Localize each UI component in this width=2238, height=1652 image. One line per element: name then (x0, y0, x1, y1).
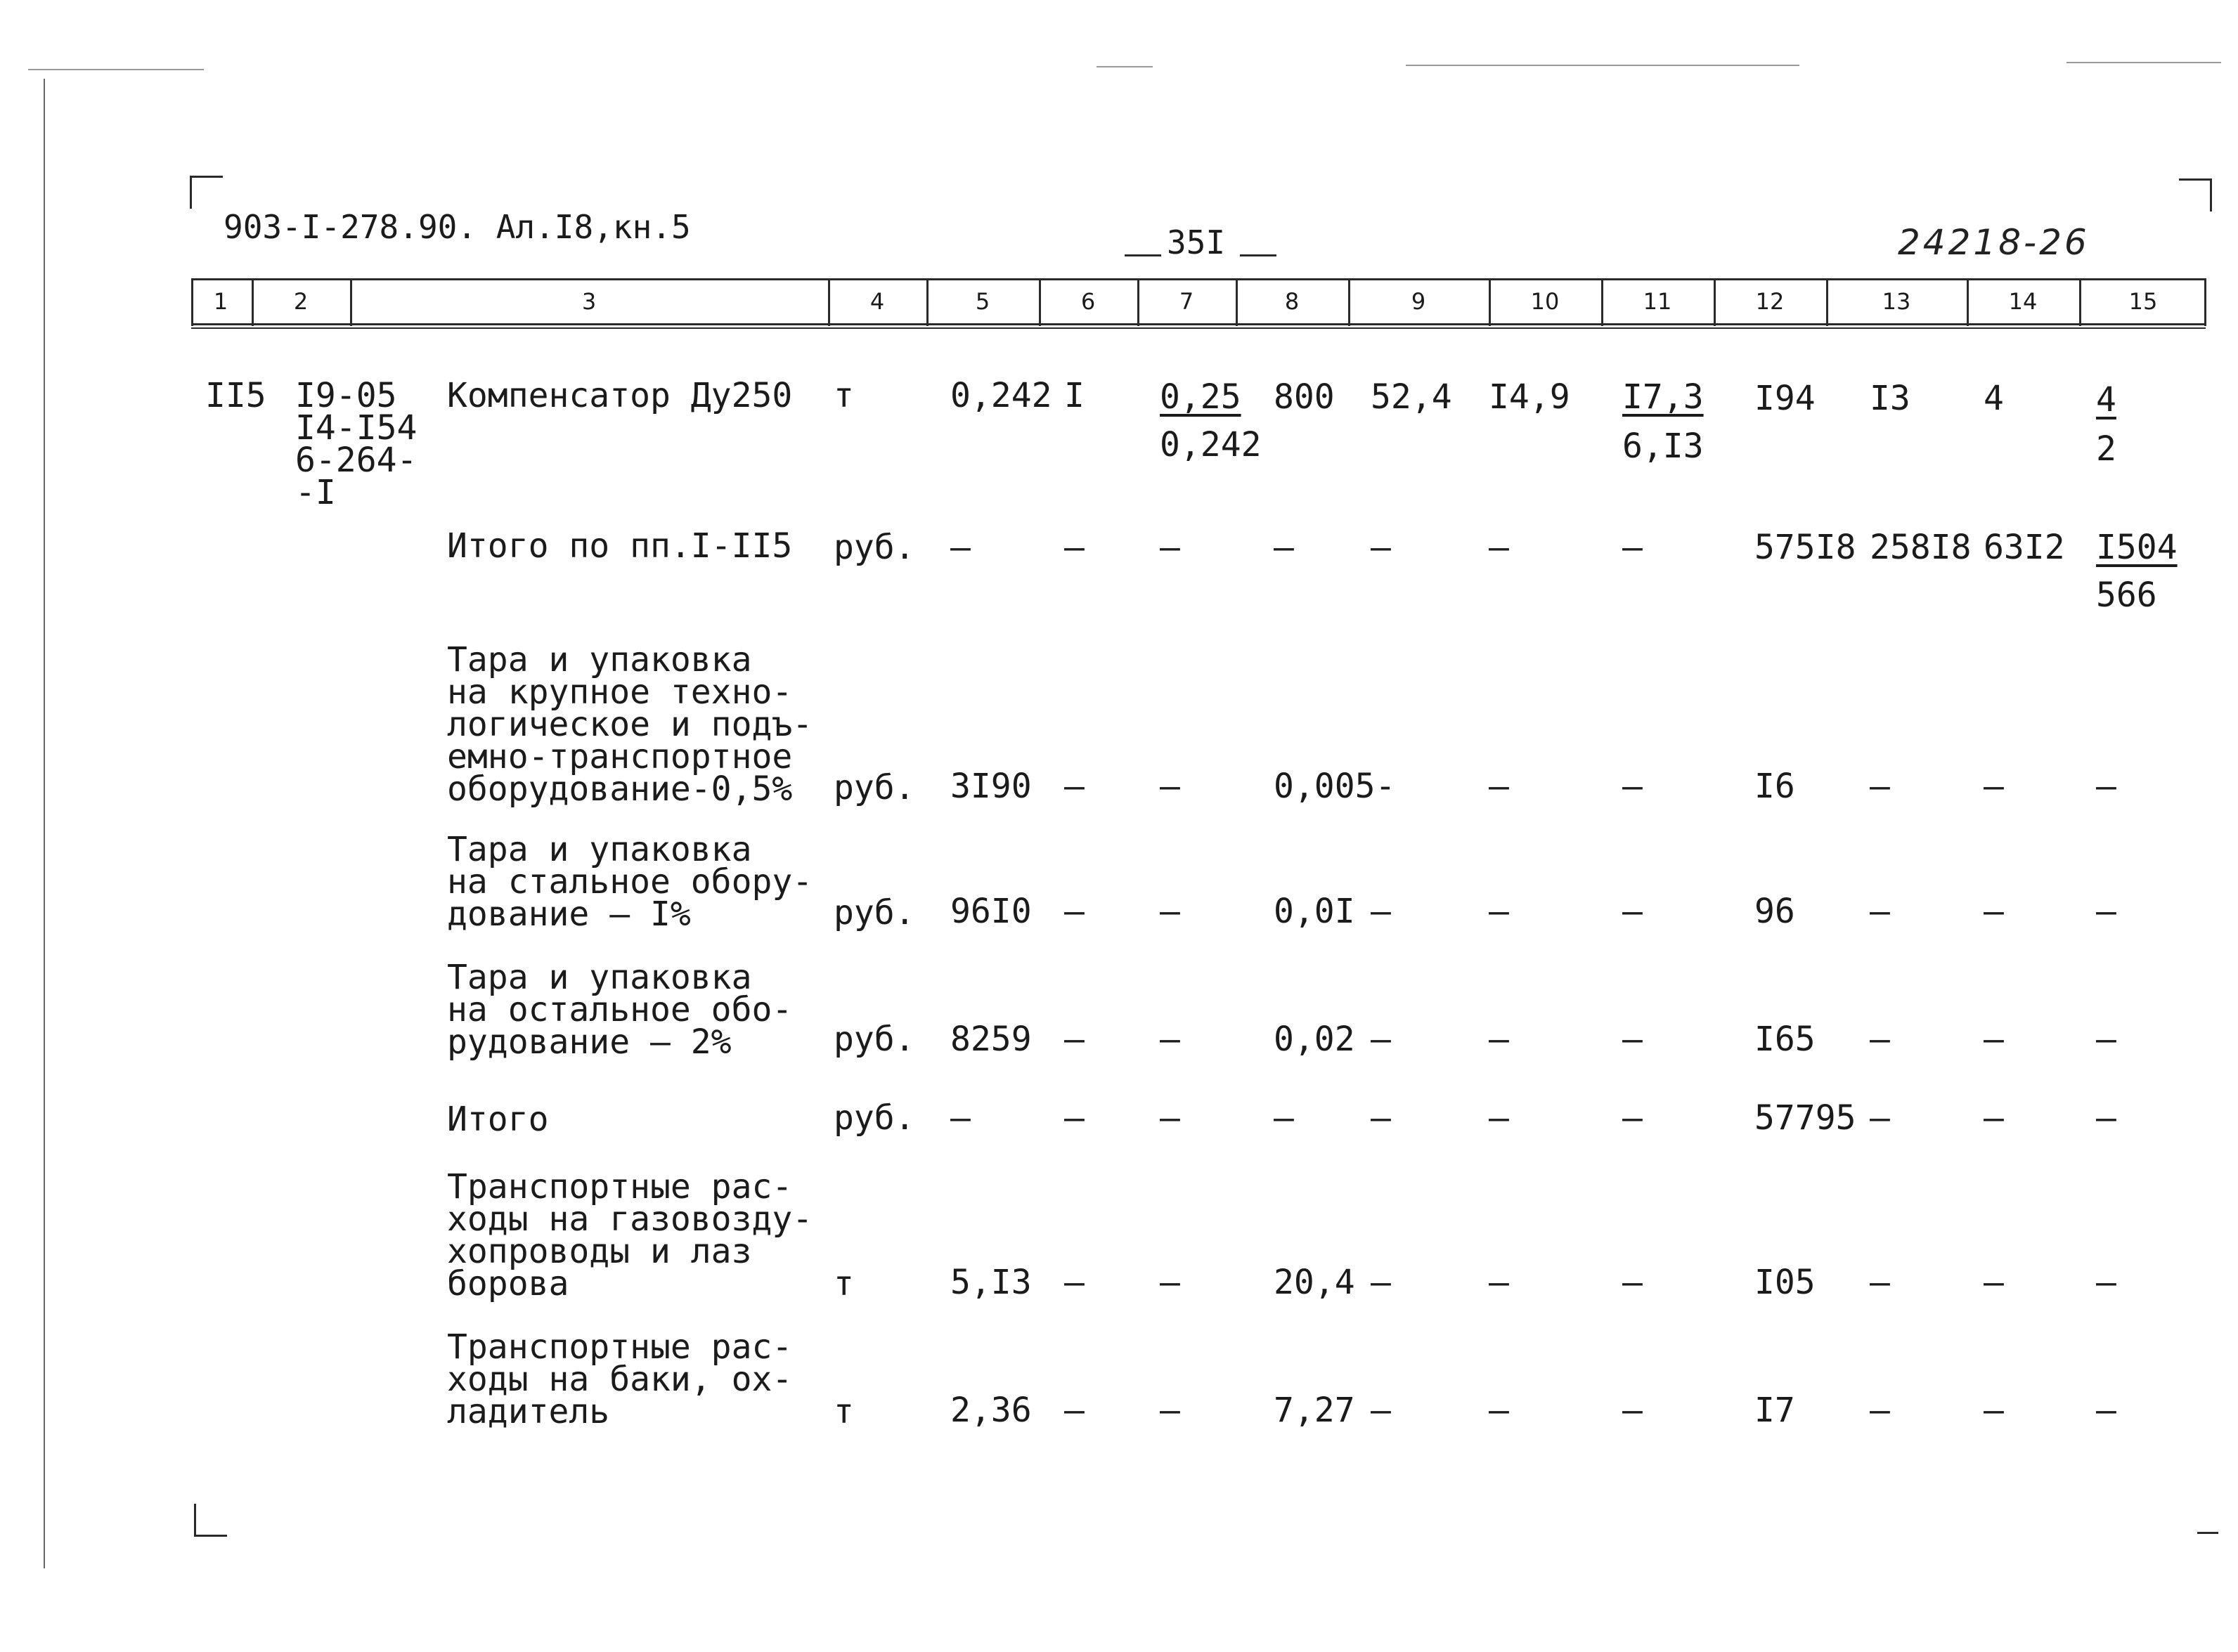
scan-mark (28, 69, 204, 70)
cell-col15-bottom: 2 (2096, 429, 2116, 469)
cell-col7: – (1160, 1263, 1180, 1302)
cell-col7: – (1160, 528, 1180, 567)
scan-mark (1406, 65, 1799, 66)
cell-col14: 63I2 (1984, 528, 2065, 567)
cell-unit: руб. (834, 893, 915, 932)
cell-col10: – (1489, 1391, 1509, 1430)
cell-col13: I3 (1870, 379, 1910, 418)
cell-col8: – (1274, 1098, 1294, 1138)
cell-col6: – (1064, 1263, 1085, 1302)
cell-unit: руб. (834, 528, 915, 567)
header-bottom-border (191, 323, 2206, 325)
cell-col15: – (2096, 1263, 2116, 1302)
cell-col11: – (1622, 1098, 1643, 1138)
cell-col13: – (1870, 1263, 1890, 1302)
cell-quantity: – (950, 1098, 971, 1138)
cell-col9: – (1371, 1263, 1391, 1302)
cell-col12: I65 (1754, 1020, 1816, 1059)
cell-col7: – (1160, 892, 1180, 931)
page-number-dash-left (1125, 254, 1161, 256)
cell-name: Транспортные рас- ходы на баки, ох- ладитель (447, 1327, 793, 1431)
cell-col10: – (1489, 1263, 1509, 1302)
cell-col15-top: I504 (2096, 528, 2178, 567)
cell-col15: – (2096, 1391, 2116, 1430)
cell-col13: – (1870, 1098, 1890, 1138)
cell-name: Тара и упаковка на крупное техно- логическое и подъ- емно-транспортное оборудование-0,5% (447, 640, 813, 809)
cell-col9: – (1371, 1098, 1391, 1138)
cell-col13: – (1870, 1391, 1890, 1430)
column-header-10: 10 (1530, 288, 1560, 315)
column-header-2: 2 (293, 288, 309, 315)
header-bottom-border-2 (191, 327, 2206, 329)
cell-col15: – (2096, 1098, 2116, 1138)
page-number: 35I (1167, 223, 1226, 261)
cell-col13: 258I8 (1870, 528, 1972, 567)
column-header-14: 14 (2008, 288, 2038, 315)
cell-col12: 96 (1754, 892, 1795, 931)
cell-col8: 20,4 (1274, 1263, 1355, 1302)
cell-col8: 800 (1274, 377, 1335, 417)
cell-col7-bottom: 0,242 (1160, 425, 1262, 464)
cell-col9: – (1371, 1020, 1391, 1059)
column-header-7: 7 (1179, 288, 1194, 315)
cell-col12: I94 (1754, 379, 1816, 418)
cell-col10: – (1489, 767, 1509, 806)
cell-quantity: 2,36 (950, 1391, 1032, 1430)
corner-mark-top-left (190, 176, 223, 209)
cell-quantity: 5,I3 (950, 1263, 1032, 1302)
cell-col13: – (1870, 1020, 1890, 1059)
cell-col7: – (1160, 1020, 1180, 1059)
cell-col9: – (1371, 528, 1391, 567)
cell-col9: – (1371, 892, 1391, 931)
cell-col6: – (1064, 892, 1085, 931)
cell-unit: руб. (834, 768, 915, 807)
page-number-dash-right (1240, 254, 1276, 256)
scan-mark (1097, 66, 1153, 67)
cell-unit: т (834, 376, 854, 415)
cell-name: Итого по пп.I-II5 (447, 526, 793, 566)
cell-position: II5 (205, 376, 266, 415)
cell-col15: – (2096, 1020, 2116, 1059)
cell-name: Итого (447, 1100, 549, 1139)
cell-col12: I7 (1754, 1391, 1795, 1430)
handwritten-inventory-number: 24218-26 (1898, 222, 2090, 263)
cell-quantity: 96I0 (950, 892, 1032, 931)
cell-unit: руб. (834, 1098, 915, 1138)
cell-col11: – (1622, 1391, 1643, 1430)
cell-col10: I4,9 (1489, 377, 1570, 417)
cell-col10: – (1489, 1098, 1509, 1138)
cell-col14: 4 (1984, 379, 2004, 418)
cell-col14: – (1984, 1391, 2004, 1430)
cell-col15-top: 4 (2096, 380, 2116, 419)
column-header-9: 9 (1411, 288, 1426, 315)
cell-col6: – (1064, 1020, 1085, 1059)
cell-col6: – (1064, 1098, 1085, 1138)
cell-col14: – (1984, 1263, 2004, 1302)
cell-col14: – (1984, 1020, 2004, 1059)
cell-col11: – (1622, 528, 1643, 567)
cell-price-code: I9-05 I4-I54 6-264- -I (295, 376, 418, 512)
cell-col11-bottom: 6,I3 (1622, 427, 1704, 466)
cell-col10: – (1489, 1020, 1509, 1059)
cell-name: Транспортные рас- ходы на газовозду- хопроводы и лаз борова (447, 1167, 813, 1303)
cell-col11: – (1622, 892, 1643, 931)
cell-col10: – (1489, 528, 1509, 567)
cell-col8: 0,02 (1274, 1020, 1355, 1059)
cell-col11: – (1622, 767, 1643, 806)
cell-col9: 52,4 (1371, 377, 1452, 417)
cell-col8: 0,005- (1274, 767, 1396, 806)
cell-col11-top: I7,3 (1622, 377, 1704, 417)
cell-col14: – (1984, 767, 2004, 806)
cell-col8: 0,0I (1274, 892, 1355, 931)
cell-col15: – (2096, 892, 2116, 931)
cell-col14: – (1984, 892, 2004, 931)
margin-line (44, 79, 45, 1568)
cell-quantity: – (950, 528, 971, 567)
column-header-11: 11 (1643, 288, 1672, 315)
cell-name: Компенсатор Ду250 (447, 376, 793, 415)
scan-mark (2066, 62, 2221, 63)
column-header-13: 13 (1882, 288, 1911, 315)
cell-col6: – (1064, 767, 1085, 806)
cell-col6: – (1064, 1391, 1085, 1430)
cell-col13: – (1870, 892, 1890, 931)
column-header-8: 8 (1284, 288, 1300, 315)
cell-quantity: 0,242 (950, 376, 1052, 415)
cell-col14: – (1984, 1098, 2004, 1138)
column-header-15: 15 (2128, 288, 2158, 315)
cell-col7: – (1160, 1391, 1180, 1430)
cell-unit: руб. (834, 1020, 915, 1059)
cell-col10: – (1489, 892, 1509, 931)
cell-quantity: 8259 (950, 1020, 1032, 1059)
column-header-3: 3 (581, 288, 597, 315)
cell-col15: – (2096, 767, 2116, 806)
corner-mark-top-right (2179, 178, 2212, 212)
cell-col11: – (1622, 1020, 1643, 1059)
cell-unit: т (834, 1392, 854, 1431)
cell-col12: I05 (1754, 1263, 1816, 1302)
cell-unit: т (834, 1264, 854, 1303)
cell-col12: 575I8 (1754, 528, 1856, 567)
cell-col9: – (1371, 1391, 1391, 1430)
document-id: 903-I-278.90. Ал.I8,кн.5 (224, 208, 691, 246)
column-header-12: 12 (1755, 288, 1785, 315)
cell-col8: – (1274, 528, 1294, 567)
cell-col7: – (1160, 767, 1180, 806)
cell-col6: – (1064, 528, 1085, 567)
cell-col12: 57795 (1754, 1098, 1856, 1138)
column-header-6: 6 (1080, 288, 1096, 315)
cell-name: Тара и упаковка на остальное обо- рудование – 2% (447, 958, 793, 1062)
cell-col7-top: 0,25 (1160, 377, 1241, 417)
cell-col8: 7,27 (1274, 1391, 1355, 1430)
cell-col12: I6 (1754, 767, 1795, 806)
cell-col15-bottom: 566 (2096, 575, 2157, 615)
column-header-4: 4 (869, 288, 885, 315)
corner-mark-bottom-right (2197, 1532, 2218, 1534)
cell-quantity: 3I90 (950, 767, 1032, 806)
cell-col6: I (1064, 376, 1085, 415)
corner-mark-bottom-left (194, 1504, 227, 1537)
cell-col7: – (1160, 1098, 1180, 1138)
column-header-1: 1 (213, 288, 228, 315)
cell-col13: – (1870, 767, 1890, 806)
column-header-5: 5 (975, 288, 990, 315)
cell-col11: – (1622, 1263, 1643, 1302)
cell-name: Тара и упаковка на стальное обору- дование – I% (447, 830, 813, 934)
